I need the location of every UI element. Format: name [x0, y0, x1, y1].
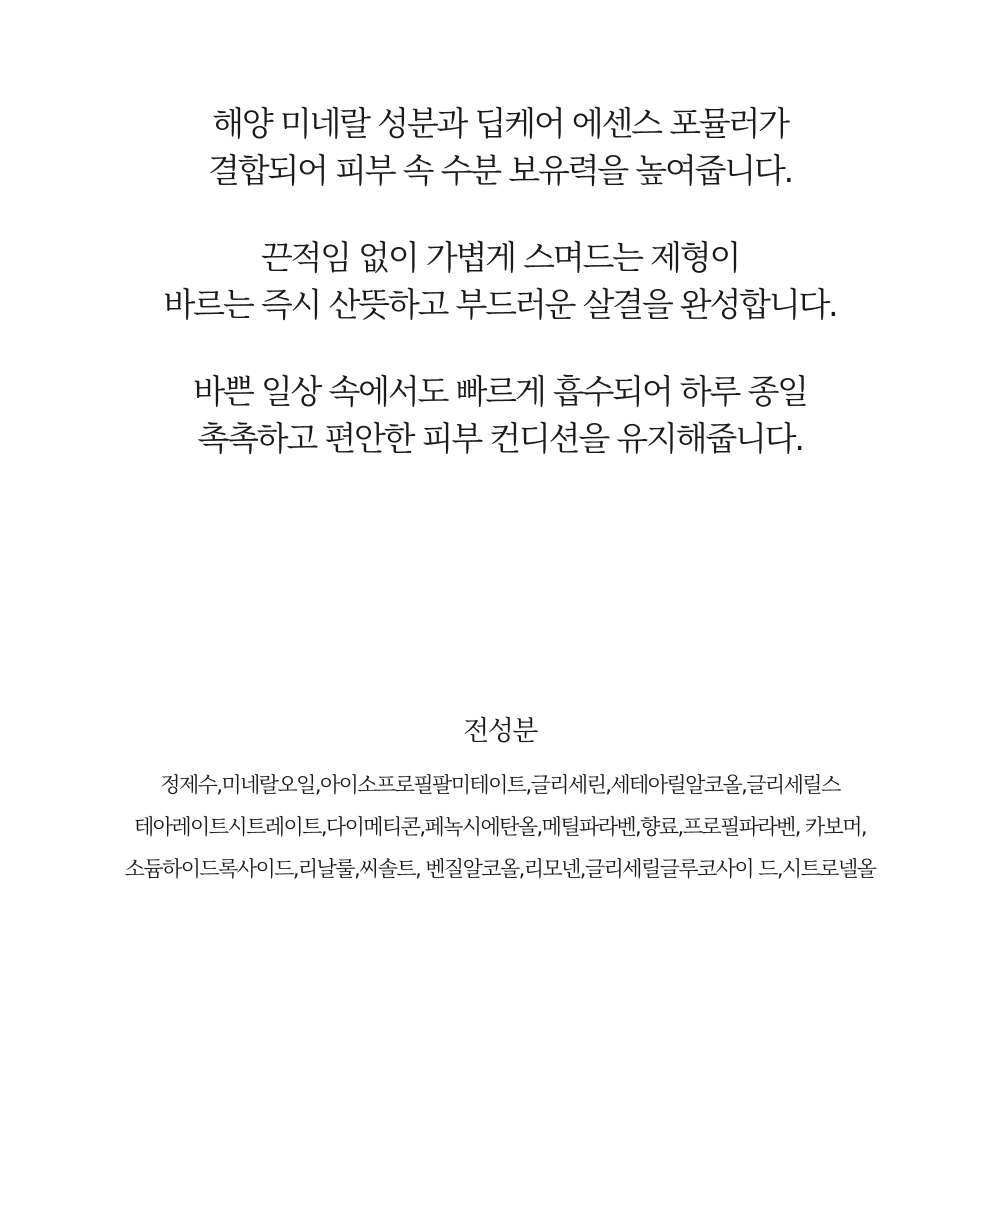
ingredients-section [0, 712, 1000, 890]
description-paragraph-3 [0, 368, 1000, 462]
product-description [0, 100, 1000, 502]
ingredients-line: 정제수,미네랄오일,아이소프로필팔미테이트,글리세린,세테아릴알코올,글리세릴스 [160, 773, 840, 797]
description-line: 결합되어 피부 속 수분 보유력을 높여줍니다. [208, 151, 792, 190]
description-line: 촉촉하고 편안한 피부 컨디션을 유지해줍니다. [197, 419, 803, 458]
description-line: 해양 미네랄 성분과 딥케어 에센스 포뮬러가 [212, 104, 788, 143]
description-line: 바쁜 일상 속에서도 빠르게 흡수되어 하루 종일 [193, 372, 807, 411]
description-line: 끈적임 없이 가볍게 스며드는 제형이 [260, 238, 740, 277]
description-paragraph-1 [0, 100, 1000, 194]
ingredients-title: 전성분 [463, 716, 537, 747]
description-line: 바르는 즉시 산뜻하고 부드러운 살결을 완성합니다. [163, 285, 837, 324]
ingredients-line: 테아레이트시트레이트,다이메티콘,페녹시에탄올,메틸파라벤,향료,프로필파라벤, 카보머, [134, 815, 866, 839]
ingredients-line: 소듐하이드록사이드,리날룰,씨솔트, 벤질알코올,리모넨,글리세릴글루코사이 드,시트로넬올 [124, 857, 876, 881]
description-paragraph-2 [0, 234, 1000, 328]
